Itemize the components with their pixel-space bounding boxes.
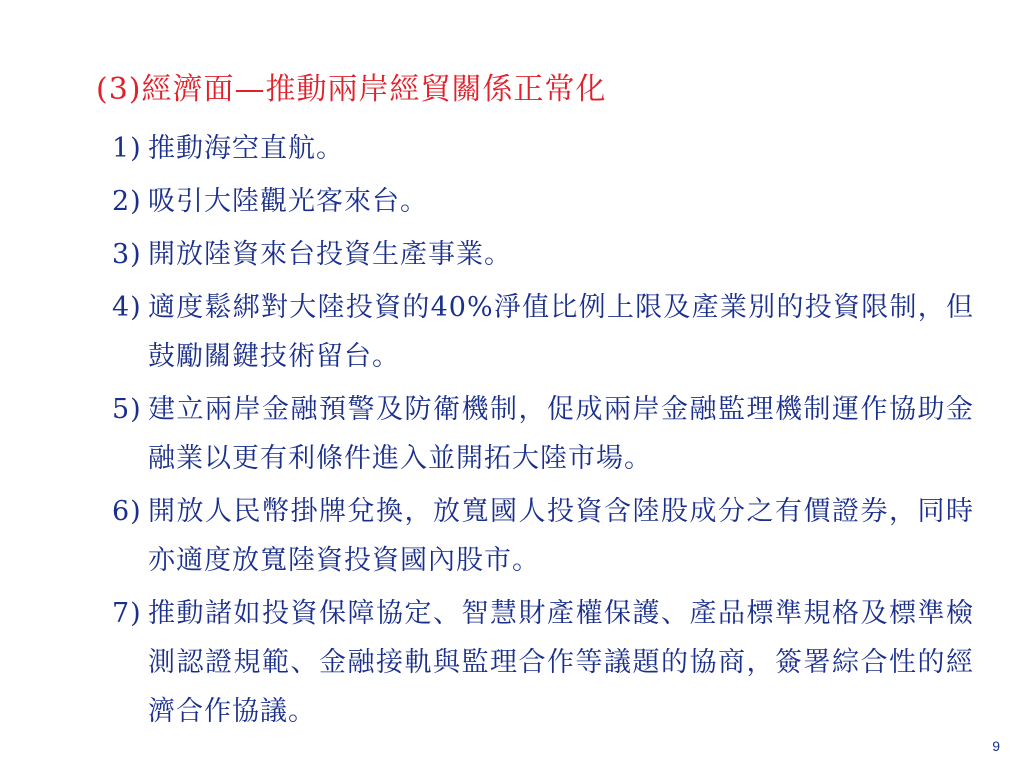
item-number: 6) [112,496,142,527]
list-item [112,177,974,226]
list-item [112,124,974,173]
item-number: 3) [112,239,142,270]
item-text: 適度鬆綁對大陸投資的40%淨值比例上限及產業別的投資限制，但鼓勵關鍵技術留台。 [148,292,974,372]
item-number: 5) [112,394,142,425]
item-number: 7) [112,598,142,629]
item-text: 推動諸如投資保障協定、智慧財產權保護、產品標準規格及標準檢測認證規範、金融接軌與監理合作等議題的協商，簽署綜合性的經濟合作協議。 [148,598,974,727]
list-item [112,230,974,279]
list-item [112,283,974,381]
item-list [112,124,974,740]
item-text: 開放陸資來台投資生產事業。 [148,239,512,270]
item-number: 1) [112,133,142,164]
item-text: 吸引大陸觀光客來台。 [148,186,428,217]
list-item [112,487,974,585]
slide-heading: (3)經濟面—推動兩岸經貿關係正常化 [96,72,607,107]
item-text: 開放人民幣掛牌兌換，放寬國人投資含陸股成分之有價證券，同時亦適度放寬陸資投資國內股市。 [148,496,974,576]
item-text: 建立兩岸金融預警及防衛機制，促成兩岸金融監理機制運作協助金融業以更有利條件進入並開拓大陸市場。 [148,394,974,474]
item-text: 推動海空直航。 [148,133,344,164]
list-item [112,385,974,483]
list-item [112,589,974,736]
item-number: 4) [112,292,142,323]
item-number: 2) [112,186,142,217]
page-number: 9 [992,738,1000,754]
